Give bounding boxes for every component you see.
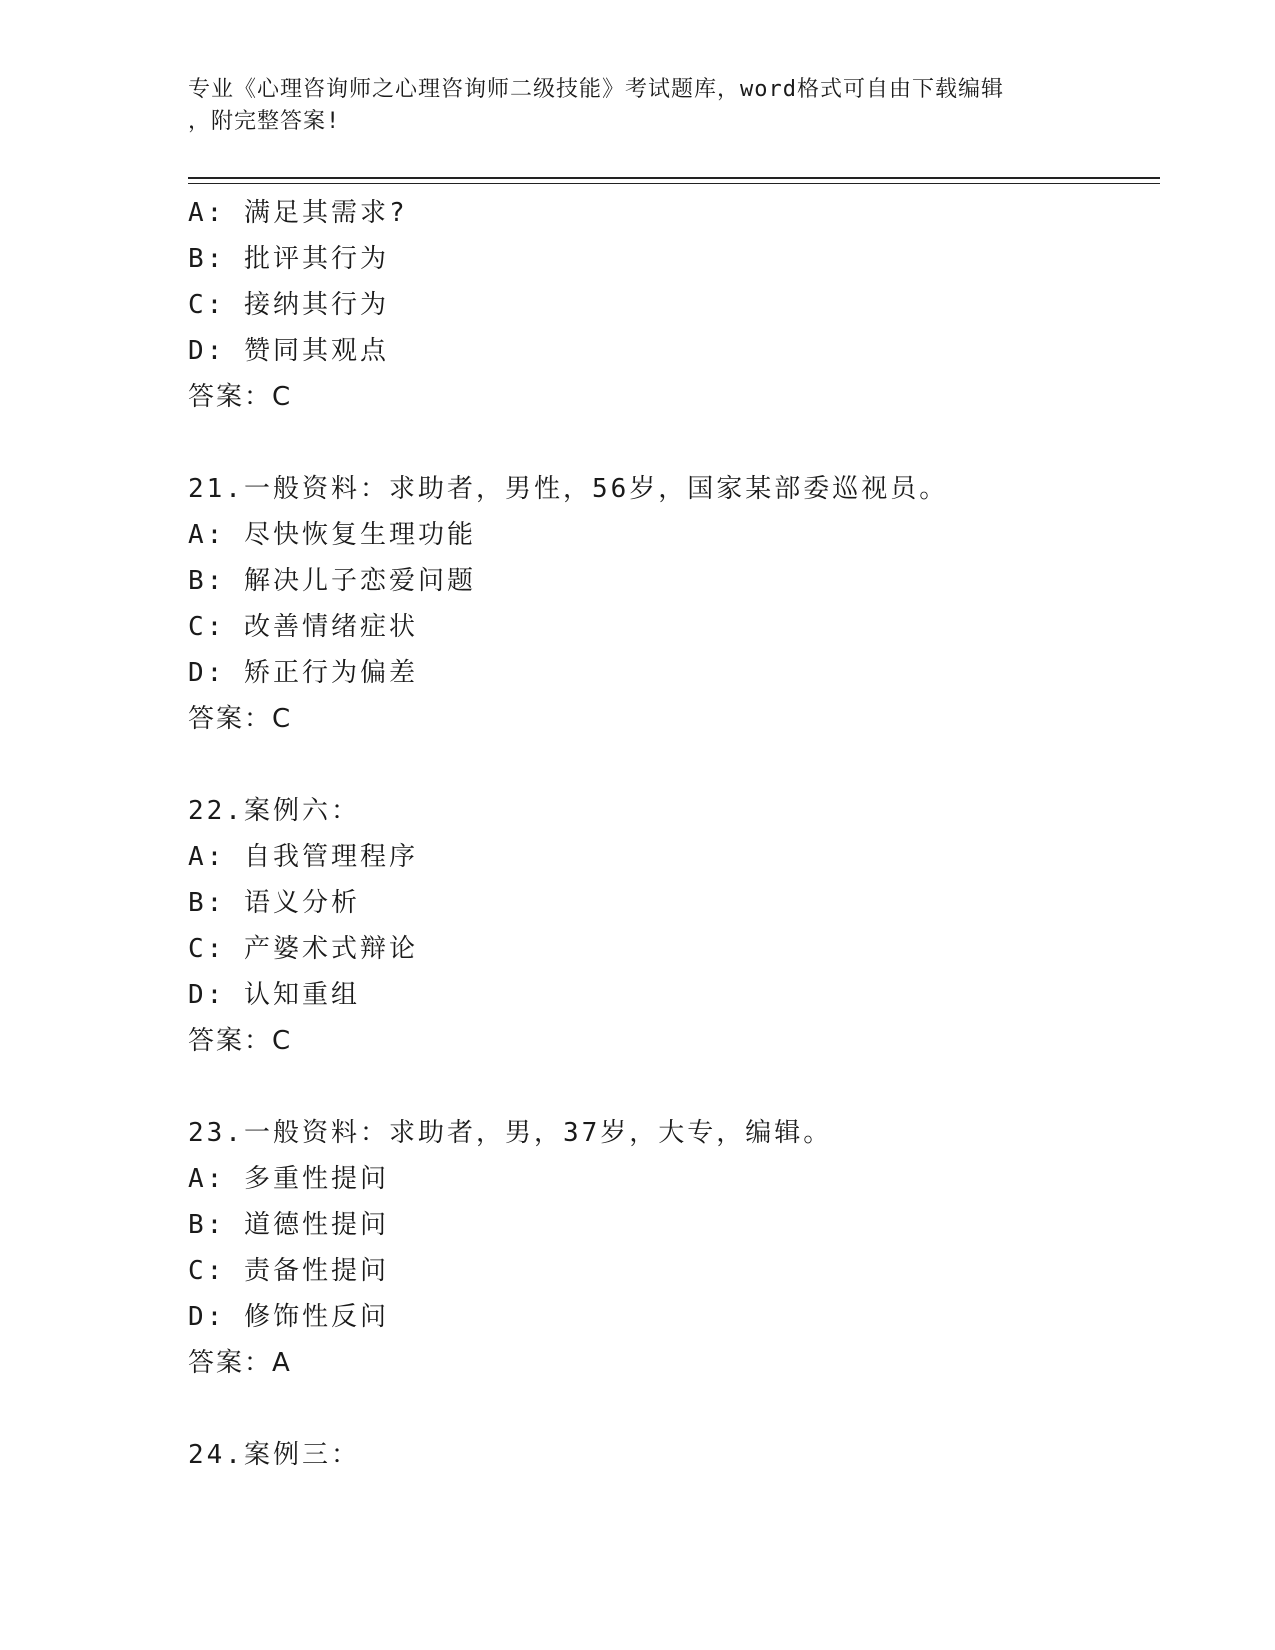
option-c: C: 责备性提问 (188, 1256, 389, 1286)
option-d: D: 认知重组 (188, 980, 360, 1010)
document-header (188, 74, 1088, 138)
header-line-1: 专业《心理咨询师之心理咨询师二级技能》考试题库，word格式可自由下载编辑 (188, 77, 1004, 102)
option-a: A: 尽快恢复生理功能 (188, 520, 476, 550)
question-block-21 (188, 466, 1148, 742)
answer-line: 答案：C (188, 1026, 293, 1056)
option-a: A: 多重性提问 (188, 1164, 389, 1194)
answer-line: 答案：A (188, 1348, 292, 1378)
header-divider-thin (188, 183, 1160, 184)
answer-line: 答案：C (188, 382, 293, 412)
option-b: B: 道德性提问 (188, 1210, 389, 1240)
question-block-partial (188, 190, 1148, 420)
question-stem: 22.案例六： (188, 796, 360, 826)
question-stem: 21.一般资料：求助者，男性，56岁，国家某部委巡视员。 (188, 474, 949, 504)
option-b: B: 解决儿子恋爱问题 (188, 566, 476, 596)
header-line-2: ，附完整答案! (188, 109, 341, 134)
option-a: A: 满足其需求? (188, 198, 408, 228)
question-block-24 (188, 1432, 1148, 1478)
answer-line: 答案：C (188, 704, 293, 734)
option-d: D: 矫正行为偏差 (188, 658, 418, 688)
option-c: C: 接纳其行为 (188, 290, 389, 320)
option-b: B: 语义分析 (188, 888, 360, 918)
question-stem: 24.案例三： (188, 1440, 360, 1470)
option-d: D: 修饰性反问 (188, 1302, 389, 1332)
option-d: D: 赞同其观点 (188, 336, 389, 366)
question-block-23 (188, 1110, 1148, 1386)
question-block-22 (188, 788, 1148, 1064)
header-divider-thick (188, 177, 1160, 179)
question-stem: 23.一般资料：求助者，男，37岁，大专，编辑。 (188, 1118, 833, 1148)
option-b: B: 批评其行为 (188, 244, 389, 274)
option-a: A: 自我管理程序 (188, 842, 418, 872)
option-c: C: 改善情绪症状 (188, 612, 418, 642)
option-c: C: 产婆术式辩论 (188, 934, 418, 964)
question-list (188, 190, 1148, 1478)
